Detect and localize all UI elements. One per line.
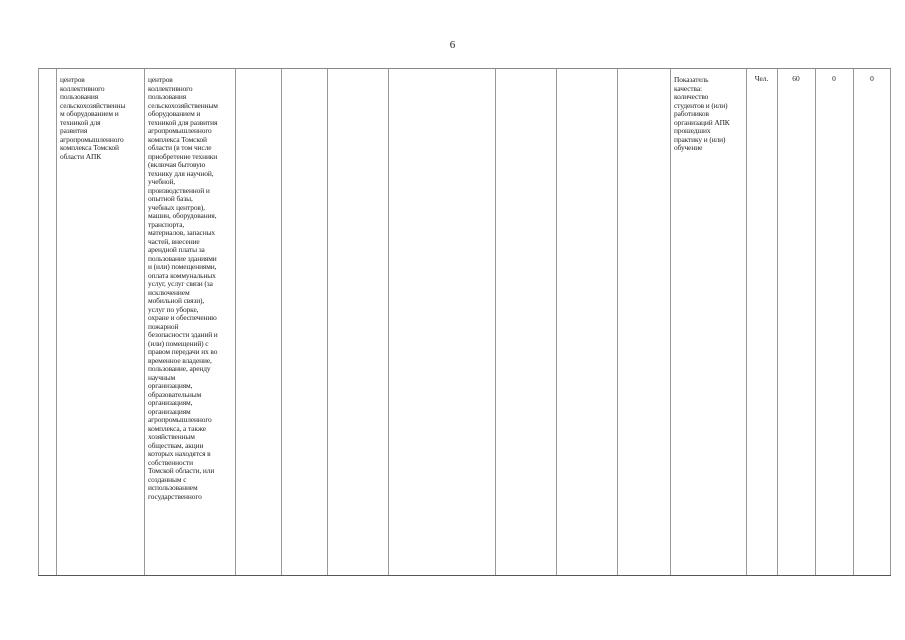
column-divider [670,69,671,575]
column-divider [746,69,747,575]
cell-purpose-short: центров коллективного пользования сельскохозяйственны м оборудованием и техникой для развития агропромышленного комплекса Томской области АПК [60,75,126,161]
column-divider [281,69,282,575]
cell-value-3: 0 [870,74,874,83]
column-divider [815,69,816,575]
column-divider [617,69,618,575]
column-divider [327,69,328,575]
cell-value-1: 60 [792,74,800,83]
column-divider [388,69,389,575]
document-table [38,68,891,576]
column-divider [777,69,778,575]
column-divider [144,69,145,575]
column-divider [56,69,57,575]
page-number: 6 [449,39,456,51]
column-divider [38,69,39,575]
cell-unit: Чел. [754,74,769,83]
column-divider [495,69,496,575]
cell-purpose-full: центров коллективного пользования сельскохозяйственным оборудованием и техникой для развития агропромышленного комплекса Томской области (в том числе приобретение техники (включая бытовую технику для научной, учебной, производственной и опытной базы, учебных центров), машин, оборудования, транспорта, материалов, запасных частей, внесение арендной платы за пользование зданиями и (или) помещениями, оплата коммунальных услуг, услуг связи (за исключением мобильной связи), услуг по уборке, охране и обеспечению пожарной безопасности зданий и (или) помещений) с правом передачи их во временное владение, пользование, аренду научным организациям, образовательным организациям, организациям агропромышленного комплекса, а также хозяйственным обществам, акции которых находятся в собственности Томской области, или созданным с использованием государственного [148,75,218,501]
cell-indicator: Показатель качества: количество студентов и (или) работников организаций АПК прошедших практику и (или) обучение [674,75,730,152]
column-divider [853,69,891,575]
cell-value-2: 0 [832,74,836,83]
column-divider [556,69,557,575]
